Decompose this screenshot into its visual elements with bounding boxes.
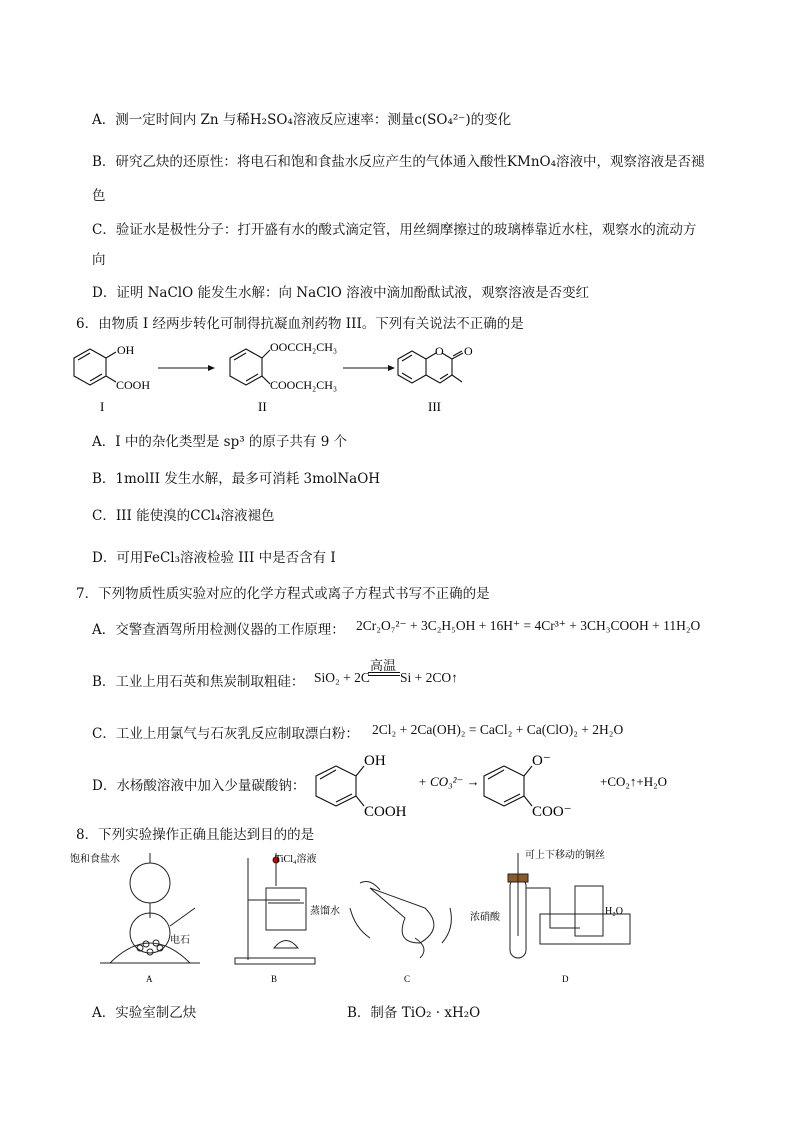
struct-i-cooh: COOH bbox=[116, 378, 151, 392]
struct-iii-ring-o: O bbox=[435, 344, 444, 358]
fig-b-caption: B bbox=[271, 974, 278, 984]
struct-ii-top: OOCCH₂CH₃ bbox=[270, 340, 338, 354]
fig-a-caption: A bbox=[146, 974, 153, 984]
q5-option-b-line2: 色 bbox=[92, 188, 106, 204]
q5-option-b-line1: B．研究乙炔的还原性：将电石和饱和食盐水反应产生的气体通入酸性KMnO₄溶液中，观察溶液是否褪 bbox=[92, 154, 705, 170]
salicylate-ring bbox=[484, 766, 532, 806]
figure-c bbox=[350, 882, 451, 958]
fig-c-caption: C bbox=[404, 974, 411, 984]
q6-option-a: A．I 中的杂化类型是 sp³ 的原子共有 9 个 bbox=[92, 434, 348, 450]
q6-structures bbox=[60, 335, 500, 420]
fig-a-carbide-label: 电石 bbox=[170, 935, 190, 946]
fig-a-salt-label: 饱和食盐水 bbox=[70, 854, 120, 865]
d-coo-minus: COO⁻ bbox=[532, 804, 572, 820]
struct-ii-bottom: COOCH₂CH₃ bbox=[270, 378, 338, 392]
q5-option-c-line1: C．验证水是极性分子：打开盛有水的酸式滴定管，用丝绸摩擦过的玻璃棒靠近水柱，观察水的流动方 bbox=[92, 222, 697, 238]
fig-b-ticl4-label: TiCl₄溶液 bbox=[275, 854, 317, 865]
q5-option-a: A．测一定时间内 Zn 与稀H₂SO₄溶液反应速率：测量c(SO₄²⁻)的变化 bbox=[92, 112, 512, 128]
salicylic-acid-ring bbox=[316, 766, 364, 806]
fig-d-caption: D bbox=[562, 974, 569, 984]
q5-option-d: D．证明 NaClO 能发生水解：向 NaClO 溶液中滴加酚酞试液，观察溶液是否变红 bbox=[92, 285, 590, 301]
q7-option-c-equation: 2Cl₂ + 2Ca(OH)₂ = CaCl₂ + Ca(ClO)₂ + 2H₂O bbox=[372, 722, 624, 737]
q6-stem: 6．由物质 I 经两步转化可制得抗凝血剂药物 III。下列有关说法不正确的是 bbox=[76, 316, 524, 332]
q7-option-b-right: Si + 2CO↑ bbox=[400, 670, 458, 685]
q6-option-c: C．III 能使溴的CCl₄溶液褪色 bbox=[92, 508, 275, 524]
q7-option-d-label: D．水杨酸溶液中加入少量碳酸钠： bbox=[92, 778, 306, 794]
q7-option-a-label: A．交警查酒驾所用检测仪器的工作原理： bbox=[92, 622, 345, 638]
q7-option-a-equation: 2Cr₂O₇²⁻ + 3C₂H₅OH + 16H⁺ = 4Cr³⁺ + 3CH₃COOH + 11H₂O bbox=[356, 618, 701, 633]
figure-a bbox=[100, 853, 200, 963]
fig-b-water-label: 蒸馏水 bbox=[310, 906, 340, 917]
q7-option-d-structures bbox=[300, 748, 700, 820]
q7-option-b-label: B．工业上用石英和焦炭制取粗硅： bbox=[92, 674, 305, 690]
struct-i-oh: OH bbox=[117, 343, 135, 357]
q7-stem: 7．下列物质性质实验对应的化学方程式或离子方程式书写不正确的是 bbox=[76, 586, 490, 602]
figure-b bbox=[235, 853, 315, 964]
structure-i bbox=[74, 349, 116, 385]
q8-option-a: A．实验室制乙炔 bbox=[92, 1005, 197, 1021]
q8-option-b: B．制备 TiO₂ · xH₂O bbox=[347, 1005, 481, 1021]
structure-ii bbox=[230, 349, 270, 385]
struct-label-ii: II bbox=[258, 399, 267, 414]
fig-d-water-label: H₂O bbox=[605, 906, 623, 917]
d-o-minus: O⁻ bbox=[532, 753, 551, 769]
d-plus: + CO₃²⁻ → bbox=[418, 774, 480, 789]
d-oh: OH bbox=[364, 753, 386, 769]
q6-option-d: D．可用FeCl₃溶液检验 III 中是否含有 I bbox=[92, 550, 336, 566]
q6-option-b: B．1molII 发生水解，最多可消耗 3molNaOH bbox=[92, 471, 381, 487]
d-cooh: COOH bbox=[364, 804, 407, 820]
q8-apparatus-figure bbox=[70, 848, 730, 988]
q7-option-c-label: C．工业上用氯气与石灰乳反应制取漂白粉： bbox=[92, 726, 359, 742]
q7-option-b-condition: 高温 bbox=[370, 659, 397, 674]
struct-iii-keto-o: O bbox=[464, 344, 473, 358]
q8-stem: 8．下列实验操作正确且能达到目的的是 bbox=[76, 827, 315, 843]
q7-option-b-left: SiO₂ + 2C bbox=[314, 670, 370, 685]
struct-label-i: I bbox=[100, 399, 105, 414]
fig-d-wire-label: 可上下移动的铜丝 bbox=[525, 850, 605, 861]
q7-option-b-bar bbox=[368, 672, 400, 673]
q7-option-b-bar2 bbox=[368, 675, 400, 676]
structure-iii bbox=[398, 351, 463, 383]
fig-d-acid-label: 浓硝酸 bbox=[470, 912, 500, 923]
struct-label-iii: III bbox=[428, 399, 441, 414]
q5-option-c-line2: 向 bbox=[92, 252, 106, 268]
d-tail: +CO₂↑+H₂O bbox=[600, 774, 668, 789]
